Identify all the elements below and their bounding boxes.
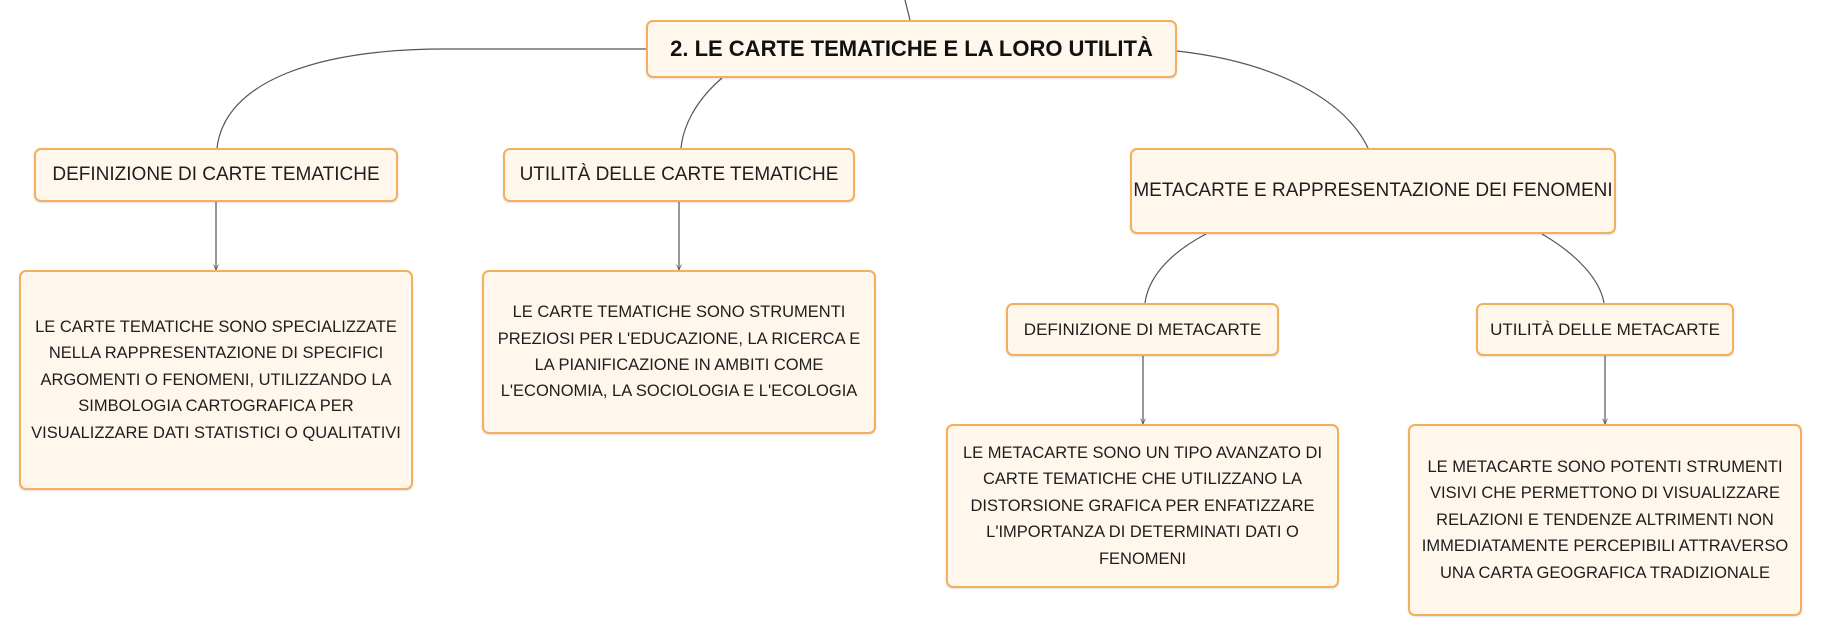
connector-parent-to-root (905, 0, 910, 20)
topic-metacarte-rappresentazione-fenomeni[interactable] (1130, 148, 1616, 234)
topic-label: DEFINIZIONE DI METACARTE (1023, 319, 1262, 339)
topic-detail-utilita-metacarte[interactable] (1408, 424, 1802, 616)
connector-root-to-definizione-carte (217, 49, 646, 148)
topic-detail-text: LE CARTE TEMATICHE SONO SPECIALIZZATE NELLA RAPPRESENTAZIONE DI SPECIFICI ARGOMENTI O FENOMENI, UTILIZZANDO LA SIMBOLOGIA CARTOGRAFICA PER VISUALIZZARE DATI STATISTICI O QUALITATIVI (31, 318, 401, 442)
topic-detail-utilita-carte-tematiche[interactable] (482, 270, 876, 434)
topic-label: METACARTE E RAPPRESENTAZIONE DEI FENOMENI (1133, 180, 1613, 201)
connector-metacarte-to-definizione-metacarte (1145, 234, 1206, 303)
topic-detail-text: LE CARTE TEMATICHE SONO STRUMENTI PREZIOSI PER L'EDUCAZIONE, LA RICERCA E LA PIANIFICAZIONE IN AMBITI COME L'ECONOMIA, LA SOCIOLOGIA E L'ECOLOGIA (497, 303, 861, 401)
topic-definizione-carte-tematiche[interactable] (34, 148, 398, 202)
topic-label: UTILITÀ DELLE METACARTE (1490, 319, 1720, 339)
root-topic-label: 2. LE CARTE TEMATICHE E LA LORO UTILITÀ (670, 36, 1153, 61)
connector-root-to-metacarte (1177, 51, 1368, 148)
topic-utilita-metacarte[interactable] (1476, 303, 1734, 356)
topic-detail-definizione-carte-tematiche[interactable] (19, 270, 413, 490)
topic-label: DEFINIZIONE DI CARTE TEMATICHE (52, 164, 380, 185)
connector-metacarte-to-utilita-metacarte (1542, 234, 1604, 303)
topic-label: UTILITÀ DELLE CARTE TEMATICHE (519, 164, 839, 185)
root-topic[interactable] (646, 20, 1177, 78)
topic-detail-definizione-metacarte[interactable] (946, 424, 1339, 588)
topic-detail-text: LE METACARTE SONO POTENTI STRUMENTI VISIVI CHE PERMETTONO DI VISUALIZZARE RELAZIONI E TENDENZE ALTRIMENTI NON IMMEDIATAMENTE PERCEPIBILI ATTRAVERSO UNA CARTA GEOGRAFICA TRADIZIONALE (1421, 458, 1789, 582)
connector-root-to-utilita-carte (681, 78, 722, 148)
topic-definizione-metacarte[interactable] (1006, 303, 1279, 356)
topic-utilita-carte-tematiche[interactable] (503, 148, 855, 202)
topic-detail-text: LE METACARTE SONO UN TIPO AVANZATO DI CARTE TEMATICHE CHE UTILIZZANO LA DISTORSIONE GRAFICA PER ENFATIZZARE L'IMPORTANZA DI DETERMINATI DATI O FENOMENI (962, 444, 1323, 568)
